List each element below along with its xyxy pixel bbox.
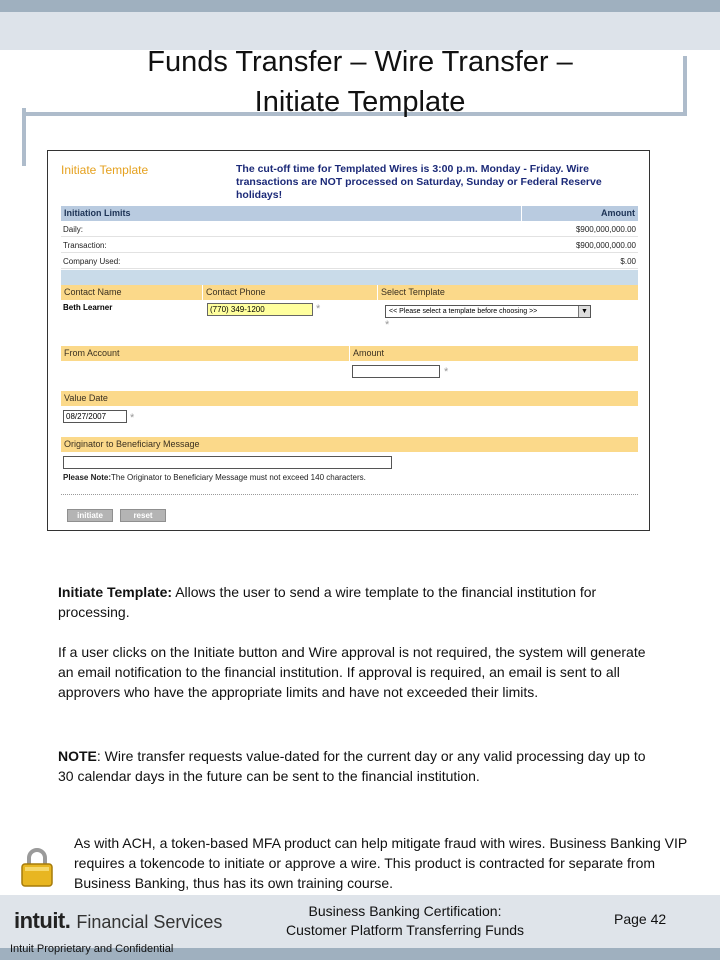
approval-paragraph: If a user clicks on the Initiate button and Wire approval is not required, the system will generate an email notification to the financial institution. If approval is required, an email is sent to all approvers who have the appropriate limits and have not exceeded their limits.: [58, 644, 646, 700]
amount-input[interactable]: [352, 365, 440, 378]
slide-title: [60, 42, 660, 122]
mfa-paragraph: As with ACH, a token-based MFA product can help mitigate fraud with wires. Business Banking VIP requires a tokencode to initiate or approve a wire. This product is contracted for separate from Business Banking, thus has its own training course.: [74, 835, 687, 891]
note-label: Please Note:: [63, 473, 112, 482]
template-select[interactable]: [385, 305, 591, 318]
contact-phone-input[interactable]: (770) 349-1200: [207, 303, 313, 316]
slide-title-line1: Funds Transfer – Wire Transfer –: [147, 46, 573, 78]
column-divider: [349, 346, 350, 361]
note-text: The Originator to Beneficiary Message must not exceed 140 characters.: [111, 473, 366, 482]
required-star: *: [444, 366, 449, 378]
message-header-row: [61, 437, 638, 452]
contact-name-header: Contact Name: [64, 287, 122, 297]
note-term: NOTE: [58, 748, 97, 764]
initiate-template-term: Initiate Template:: [58, 584, 173, 600]
title-frame: [683, 56, 687, 116]
amount-header: Amount: [601, 208, 635, 218]
initiate-button[interactable]: initiate: [67, 509, 113, 522]
value-date-input[interactable]: 08/27/2007: [63, 410, 127, 423]
required-star: *: [385, 319, 390, 331]
initiate-template-screenshot: [47, 150, 650, 531]
limits-header: Initiation Limits: [64, 208, 131, 218]
page-number: Page 42: [614, 911, 667, 927]
limit-label: Company Used:: [63, 257, 121, 266]
footer-line1: Business Banking Certification:: [308, 903, 502, 919]
limit-value: $900,000,000.00: [575, 241, 636, 250]
amount-field-header: Amount: [353, 348, 385, 358]
limit-value: $900,000,000.00: [575, 225, 636, 234]
limits-header-row: [61, 206, 638, 221]
note-paragraph-text: : Wire transfer requests value-dated for the current day or any valid processing day up to 30 calendar days in the future can be sent to the financial institution.: [58, 748, 646, 784]
note-paragraph: [58, 746, 658, 786]
limit-label: Transaction:: [63, 241, 107, 250]
spacer-bar: [61, 270, 638, 285]
select-template-header: Select Template: [381, 287, 445, 297]
message-note: [63, 473, 366, 482]
limit-value: $.00: [620, 257, 636, 266]
logo-tagline: Financial Services: [76, 912, 223, 932]
required-star: *: [316, 303, 321, 315]
column-divider: [202, 285, 203, 300]
value-date-header: Value Date: [64, 393, 108, 403]
divider: [61, 494, 638, 495]
initiate-template-text: Allows the user to send a wire template to the financial institution for processing.: [58, 584, 597, 620]
padlock-icon: [20, 846, 54, 888]
top-decor-band: [0, 0, 720, 12]
footer-line2: Customer Platform Transferring Funds: [285, 922, 525, 938]
limit-label: Daily:: [63, 225, 84, 234]
panel-title: Initiate Template: [61, 163, 149, 177]
column-divider: [377, 285, 378, 300]
message-header: Originator to Beneficiary Message: [64, 439, 200, 449]
contact-name-value: Beth Learner: [63, 303, 113, 312]
slide-title-line2: Initiate Template: [254, 86, 466, 118]
footer-course-title: [255, 902, 555, 940]
intuit-logo: [14, 908, 222, 934]
title-frame: [22, 108, 26, 166]
reset-button[interactable]: reset: [120, 509, 166, 522]
limit-row: [61, 254, 638, 269]
from-account-header: From Account: [64, 348, 120, 358]
initiate-template-paragraph: [58, 582, 658, 622]
limit-row: [61, 238, 638, 253]
proprietary-notice: Intuit Proprietary and Confidential: [10, 943, 174, 955]
cutoff-notice: The cut-off time for Templated Wires is 3:00 p.m. Monday - Friday. Wire transactions are NOT processed on Saturday, Sunday or Federal Reserve holidays!: [236, 163, 602, 201]
value-date-header-row: [61, 391, 638, 406]
logo-brand: intuit.: [14, 908, 71, 933]
template-select-value: << Please select a template before choosing >>: [389, 308, 538, 315]
column-divider: [521, 206, 522, 221]
limit-row: [61, 222, 638, 237]
contact-header-row: [61, 285, 638, 300]
contact-phone-header: Contact Phone: [206, 287, 266, 297]
chevron-down-icon: ▼: [578, 306, 590, 317]
message-input[interactable]: [63, 456, 392, 469]
required-star: *: [130, 412, 135, 424]
account-header-row: [61, 346, 638, 361]
